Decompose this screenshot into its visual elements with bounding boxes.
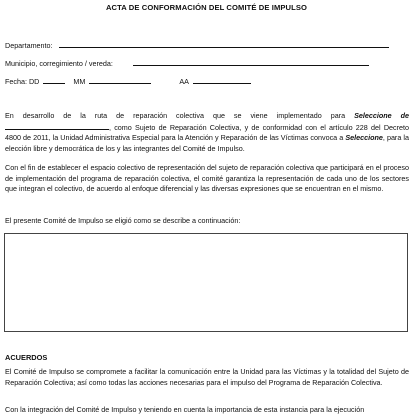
sujeto-blank[interactable] <box>5 122 109 130</box>
departamento-blank[interactable] <box>59 40 389 48</box>
departamento-label: Departamento: <box>5 41 53 50</box>
paragraph-integracion: Con la integración del Comité de Impulso y teniendo en cuenta la importancia de esta instancia para la ejecución <box>5 405 365 414</box>
paragraph-ruta <box>5 111 409 154</box>
comite-description-box[interactable] <box>4 233 408 332</box>
document-title: ACTA DE CONFORMACIÓN DEL COMITÉ DE IMPULSO <box>105 3 308 12</box>
municipio-label: Municipio, corregimiento / vereda: <box>5 59 113 68</box>
acuerdos-heading: ACUERDOS <box>5 353 48 362</box>
municipio-row <box>5 58 369 68</box>
departamento-row <box>5 40 389 50</box>
seleccione-field-1[interactable]: Seleccione de <box>354 111 409 120</box>
p1-text-c: , como Sujeto de Reparación Colectiva, y de conformidad con el artículo 228 del Decreto 4800 de 2011, la Unidad Administrativa Especial para la Atención y Reparación de las Víctimas convoca a <box>5 122 409 143</box>
p1-text-e: , para la elección libre y democrática de los y las integrantes del Comité de Impulso. <box>5 133 409 153</box>
seleccione-field-2[interactable]: Seleccione <box>345 133 383 143</box>
fecha-row <box>5 76 251 86</box>
fecha-dd-blank[interactable] <box>43 76 65 84</box>
fecha-mm-label: MM <box>73 77 86 86</box>
municipio-blank[interactable] <box>133 58 369 66</box>
fecha-aa-label: AA <box>179 77 189 86</box>
paragraph-representacion: Con el fin de establecer el espacio colectivo de representación del sujeto de reparación colectiva que participará en el proceso de implementación del programa de reparación colectiva, el comité garantiza la representación de cada uno de los sectores que integran el colectivo, de acuerdo al enfoque diferencial y las diversas expresiones que se encuentran en el mismo. <box>5 163 409 194</box>
paragraph-compromiso: El Comité de Impulso se compromete a facilitar la comunicación entre la Unidad para las Víctimas y la totalidad del Sujeto de Reparación Colectiva; así como todas las acciones necesarias para el impulso del Programa de Reparación Colectiva. <box>5 367 409 387</box>
fecha-mm-blank[interactable] <box>89 76 151 84</box>
paragraph-eleccion: El presente Comité de Impulso se eligió como se describe a continuación: <box>5 216 241 225</box>
p1-text-a: En desarrollo de la ruta de reparación colectiva que se viene implementado para <box>5 111 355 120</box>
fecha-dd-label: Fecha: DD <box>5 77 40 86</box>
fecha-aa-blank[interactable] <box>193 76 251 84</box>
